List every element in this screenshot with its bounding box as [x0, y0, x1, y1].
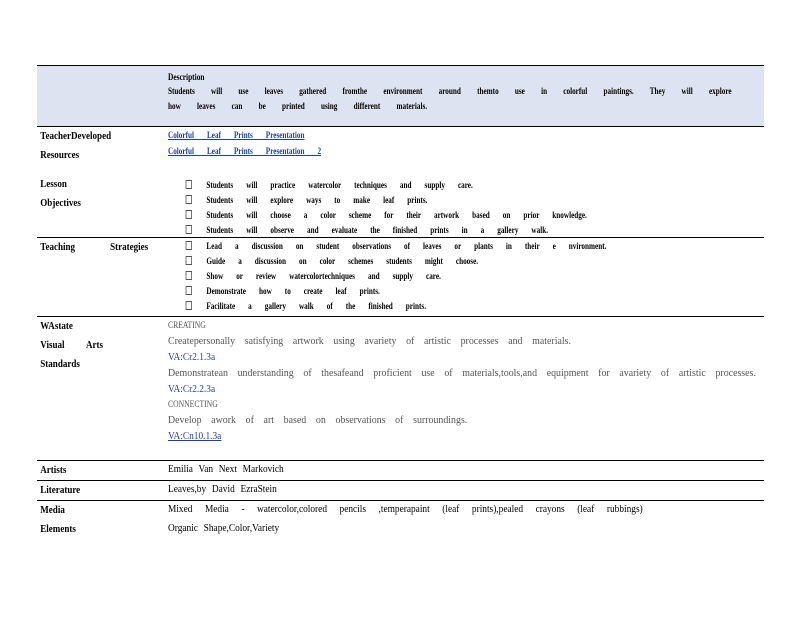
- artists-label: Artists: [40, 464, 67, 476]
- presentation-link-2[interactable]: Colorful Leaf Prints Presentation 2: [168, 146, 322, 156]
- artists-row: [37, 460, 764, 480]
- checkbox-icon: [186, 180, 192, 189]
- connecting-heading: CONNECTING: [168, 399, 218, 409]
- list-item: Facilitate a gallery walk of the finished prints.: [168, 299, 645, 314]
- creating-heading: CREATING: [168, 320, 206, 330]
- checkbox-icon: [186, 241, 192, 250]
- strategies-list: [168, 239, 764, 314]
- objectives-label: Lesson Objectives: [40, 178, 81, 209]
- standard-code: VA:Cn10.1.3a: [168, 430, 222, 442]
- standards-row: [37, 316, 764, 460]
- list-item: Students will explore ways to make leaf prints.: [168, 193, 645, 208]
- list-item: Show or review watercolortechniques and supply care.: [168, 269, 645, 284]
- checkbox-icon: [186, 301, 192, 310]
- media-label: Media: [40, 504, 65, 516]
- literature-row: [37, 480, 764, 500]
- presentation-link-1[interactable]: Colorful Leaf Prints Presentation: [168, 130, 305, 140]
- lesson-plan-table: [37, 65, 764, 539]
- media-value: Mixed Media - watercolor,colored pencils ,temperapaint (leaf prints),pealed crayons (leaf rubbings): [168, 503, 643, 515]
- resources-row: [37, 126, 764, 237]
- list-item: Students will choose a color scheme for their artwork based on prior knowledge.: [168, 208, 645, 223]
- list-item: Students will observe and evaluate the finished prints in a gallery walk.: [168, 223, 645, 238]
- standard-text: Develop awork of art based on observations of surroundings.: [168, 414, 468, 426]
- checkbox-icon: [186, 271, 192, 280]
- list-item: Students will practice watercolor techniques and supply care.: [168, 178, 645, 193]
- standards-label: WAstate Visual Arts Standards: [40, 320, 103, 370]
- description-row: [37, 65, 764, 126]
- artists-value: Emilia Van Next Markovich: [168, 463, 284, 475]
- strategies-label: Teaching Strategies: [40, 241, 149, 253]
- checkbox-icon: [186, 195, 192, 204]
- elements-label: Elements: [40, 523, 76, 535]
- literature-label: Literature: [40, 484, 81, 496]
- checkbox-icon: [186, 225, 192, 234]
- media-row: [37, 500, 764, 539]
- standard-code: VA:Cr2.1.3a: [168, 351, 216, 363]
- checkbox-icon: [186, 210, 192, 219]
- strategies-row: [37, 237, 764, 316]
- description-heading: Description: [168, 72, 205, 82]
- resources-label: TeacherDeveloped Resources: [40, 130, 112, 161]
- standard-text: Createpersonally satisfying artwork using avariety of artistic processes and materials.: [168, 335, 571, 347]
- checkbox-icon: [186, 256, 192, 265]
- elements-value: Organic Shape,Color,Variety: [168, 522, 280, 534]
- checkbox-icon: [186, 286, 192, 295]
- objectives-list: [168, 178, 764, 238]
- description-text: Students will use leaves gathered fromthe environment around themto use in colorful paintings. They will explore how leaves can be printed using different materials.: [168, 86, 732, 111]
- list-item: Lead a discussion on student observations of leaves or plants in their e nvironment.: [168, 239, 645, 254]
- list-item: Demonstrate how to create leaf prints.: [168, 284, 645, 299]
- literature-value: Leaves,by David EzraStein: [168, 483, 277, 495]
- standard-code: VA:Cr2.2.3a: [168, 383, 216, 395]
- standard-text: Demonstratean understanding of thesafeand proficient use of materials,tools,and equipment for avariety of artistic processes.: [168, 367, 756, 379]
- list-item: Guide a discussion on color schemes students might choose.: [168, 254, 645, 269]
